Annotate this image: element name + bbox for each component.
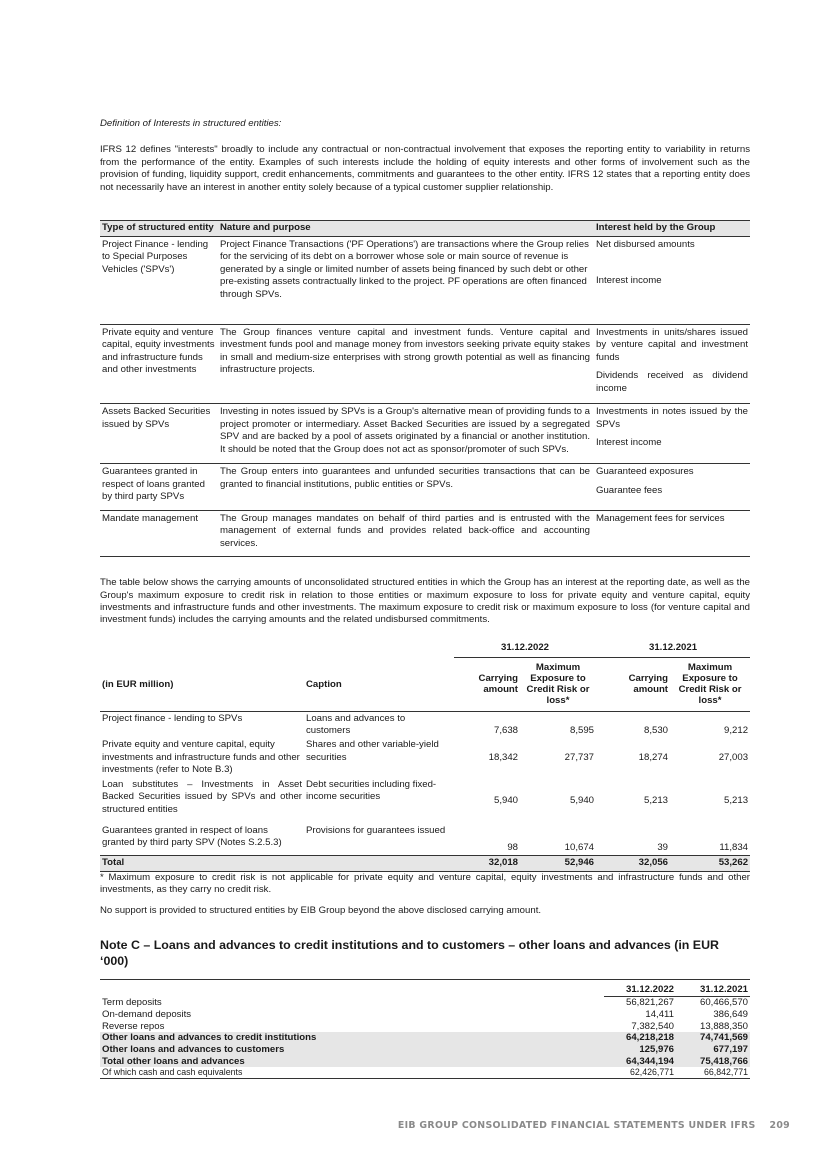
max-header-2022: Maximum Exposure to Credit Risk or loss* xyxy=(520,658,596,711)
total-max-2022: 52,946 xyxy=(520,856,596,871)
table-row xyxy=(100,1021,750,1033)
se-interest xyxy=(594,324,750,403)
row-label: Guarantees granted in respect of loans granted by third party SPV (Notes S.2.5.3) xyxy=(102,824,282,849)
loans-2021: 386,649 xyxy=(713,1008,748,1020)
loans-2021: 60,466,570 xyxy=(699,997,748,1009)
se-interest-1: Investments in notes issued by the SPVs xyxy=(596,406,748,430)
year-2022-header: 31.12.2022 xyxy=(454,641,596,658)
row-label: Loan substitutes – Investments in Asset Backed Securities issued by SPVs and other structured entities xyxy=(102,778,302,815)
max-2021: 27,003 xyxy=(718,751,749,763)
se-type: Assets Backed Securities issued by SPVs xyxy=(100,404,218,464)
caption-header: Caption xyxy=(304,658,454,711)
structured-entities-table xyxy=(100,220,750,557)
se-nature: Project Finance Transactions ('PF Operations') are transactions where the Group relies for the servicing of its debt on a borrower whose sole or main source of revenue is generated by a single or limited number of assets being financed by such debt or other pre-existing assets contractually linked to the project. PF operations are often financed through SPVs. xyxy=(218,236,594,324)
se-interest-2: Interest income xyxy=(596,275,662,287)
table-row xyxy=(100,824,750,856)
table-row xyxy=(100,1056,750,1068)
loans-label: Of which cash and cash equivalents xyxy=(100,1067,604,1078)
max-header-2021: Maximum Exposure to Credit Risk or loss* xyxy=(670,658,750,711)
table-row xyxy=(100,236,750,324)
table-row xyxy=(100,1067,750,1078)
carrying-amounts-table xyxy=(100,641,750,872)
loans-2021: 74,741,569 xyxy=(676,1032,750,1044)
total-row xyxy=(100,856,750,871)
se-interest xyxy=(594,464,750,510)
row-label: Project finance - lending to SPVs xyxy=(102,712,243,724)
loans-2022: 125,976 xyxy=(604,1044,676,1056)
se-interest xyxy=(594,236,750,324)
footnote-no-support: No support is provided to structured entities by EIB Group beyond the above disclosed carrying amount. xyxy=(100,904,542,916)
total-carrying-2021: 32,056 xyxy=(596,856,670,871)
se-interest-1: Investments in units/shares issued by venture capital and investment funds xyxy=(596,326,748,363)
carrying-header-2021: Carrying amount xyxy=(596,658,670,711)
se-nature: The Group finances venture capital and investment funds. Venture capital and investment funds pool and manage money from investors seeking private equity stakes in small and medium-size enterprises with strong growth potential as well as financing infrastructure projects. xyxy=(218,324,594,403)
definition-title: Definition of Interests in structured entities: xyxy=(100,118,282,129)
carrying-intro: The table below shows the carrying amounts of unconsolidated structured entities in which the Group has an interest at the reporting date, as well as the Group's maximum exposure to credit risk in relation to those entities or maximum exposure to loss for private equity and venture capital, equity investments and infrastructure funds and other investments. The maximum exposure to credit risk or maximum exposure to loss (for venture capital and investment funds) includes the carrying amounts and the related undisbursed commitments. xyxy=(100,577,750,626)
max-2022: 8,595 xyxy=(570,724,595,736)
table-row xyxy=(100,510,750,556)
table-row xyxy=(100,778,750,824)
table-row xyxy=(100,404,750,464)
loans-label: Total other loans and advances xyxy=(100,1056,604,1068)
footnote-max-exposure: * Maximum exposure to credit risk is not applicable for private equity and venture capital, equity investments and infrastructure funds and other investments, as they carry no credit risk. xyxy=(100,871,750,896)
table-row xyxy=(100,1009,750,1021)
carrying-2021: 8,530 xyxy=(644,724,669,736)
loans-label: On-demand deposits xyxy=(102,1008,192,1020)
table-row xyxy=(100,997,750,1009)
table-row xyxy=(100,464,750,510)
row-caption: Provisions for guarantees issued xyxy=(306,824,446,836)
loans-label: Reverse repos xyxy=(102,1020,165,1032)
max-2022: 27,737 xyxy=(564,751,595,763)
note-c-title: Note C – Loans and advances to credit institutions and to customers – other loans and advances (in EUR ‘000) xyxy=(100,938,719,969)
carrying-2021: 18,274 xyxy=(638,751,669,763)
carrying-2021: 5,213 xyxy=(644,794,669,806)
row-label: Private equity and venture capital, equity investments and infrastructure funds and other investments (refer to Note B.3) xyxy=(102,739,300,776)
loans-advances-table xyxy=(100,979,750,1079)
year-header-row xyxy=(100,641,750,658)
se-interest xyxy=(594,404,750,464)
carrying-2022: 5,940 xyxy=(493,794,518,806)
se-nature: The Group enters into guarantees and unfunded securities transactions that can be granted to financial institutions, public entities or SPVs. xyxy=(218,464,594,510)
se-nature: The Group manages mandates on behalf of third parties and is entrusted with the management of external funds and provides related back-office and accounting services. xyxy=(218,510,594,556)
loans-2021: 677,197 xyxy=(676,1044,750,1056)
se-interest-1: Management fees for services xyxy=(596,512,725,524)
table-row xyxy=(100,1032,750,1044)
loans-2022: 62,426,771 xyxy=(604,1067,676,1078)
carrying-header-2022: Carrying amount xyxy=(454,658,520,711)
row-caption: Debt securities including fixed-income securities xyxy=(306,778,437,803)
footer-title: EIB GROUP CONSOLIDATED FINANCIAL STATEMENTS UNDER IFRS xyxy=(397,1120,756,1131)
page-content xyxy=(100,118,750,1079)
loans-2021: 66,842,771 xyxy=(676,1067,750,1078)
loans-year-2022: 31.12.2022 xyxy=(604,980,676,997)
loans-2021: 75,418,766 xyxy=(676,1056,750,1068)
loans-label: Other loans and advances to credit institutions xyxy=(100,1032,604,1044)
definition-text: IFRS 12 defines "interests" broadly to include any contractual or non-contractual involvement that exposes the reporting entity to variability in returns from the performance of the entity. Examples of such interests include the holding of equity interests and other forms of involvement such as the provision of funding, liquidity support, credit enhancements, commitments and guarantees to the other entity. IFRS 12 states that a reporting entity does not necessarily have an interest in another entity solely because of a typical customer supplier relationship. xyxy=(100,144,750,193)
row-caption: Loans and advances to customers xyxy=(306,712,406,736)
loans-2022: 7,382,540 xyxy=(631,1020,674,1032)
se-type: Project Finance - lending to Special Purposes Vehicles ('SPVs') xyxy=(100,236,218,324)
loans-label: Term deposits xyxy=(102,996,162,1008)
column-header-row xyxy=(100,658,750,711)
max-2021: 5,213 xyxy=(724,794,749,806)
se-header-type: Type of structured entity xyxy=(100,221,218,237)
se-header-nature: Nature and purpose xyxy=(218,221,594,237)
page-number: 209 xyxy=(769,1120,790,1131)
total-label: Total xyxy=(100,856,304,871)
se-type: Private equity and venture capital, equity investments and infrastructure funds and other investments xyxy=(100,324,218,403)
se-header-interest: Interest held by the Group xyxy=(594,221,750,237)
se-nature: Investing in notes issued by SPVs is a Group's alternative mean of providing funds to a project promoter or intermediary. Asset Backed Securities are issued by a segregated SPV and are backed by a pool of assets originated by a financial or another institution. It should be noted that the Group does not act as sponsor/promoter of such SPVs. xyxy=(218,404,594,464)
carrying-2022: 7,638 xyxy=(493,724,518,736)
se-type: Mandate management xyxy=(100,510,218,556)
loans-2022: 64,218,218 xyxy=(604,1032,676,1044)
loans-header-row xyxy=(100,980,750,997)
se-type: Guarantees granted in respect of loans granted by third party SPVs xyxy=(100,464,218,510)
loans-2022: 56,821,267 xyxy=(625,997,674,1009)
table-row xyxy=(100,711,750,738)
loans-label: Other loans and advances to customers xyxy=(100,1044,604,1056)
row-caption: Shares and other variable-yield securities xyxy=(306,739,439,763)
carrying-2022: 98 xyxy=(507,841,518,853)
loans-2022: 64,344,194 xyxy=(604,1056,676,1068)
se-interest xyxy=(594,510,750,556)
total-max-2021: 53,262 xyxy=(670,856,750,871)
max-2022: 10,674 xyxy=(564,841,595,853)
se-header-row xyxy=(100,221,750,237)
table-row xyxy=(100,738,750,777)
loans-2021: 13,888,350 xyxy=(699,1020,748,1032)
total-carrying-2022: 32,018 xyxy=(454,856,520,871)
table-row xyxy=(100,324,750,403)
page-footer xyxy=(320,1120,790,1132)
se-interest-2: Guarantee fees xyxy=(596,484,663,496)
year-2021-header: 31.12.2021 xyxy=(596,641,750,658)
max-2022: 5,940 xyxy=(570,794,595,806)
loans-2022: 14,411 xyxy=(645,1008,674,1020)
carrying-2021: 39 xyxy=(657,841,669,853)
se-interest-1: Guaranteed exposures xyxy=(596,466,694,478)
se-interest-1: Net disbursed amounts xyxy=(596,238,695,250)
carrying-2022: 18,342 xyxy=(488,751,518,763)
se-interest-2: Interest income xyxy=(596,437,662,449)
se-interest-2: Dividends received as dividend income xyxy=(596,370,748,394)
max-2021: 11,834 xyxy=(719,841,749,853)
unit-header: (in EUR million) xyxy=(100,658,304,711)
max-2021: 9,212 xyxy=(724,724,749,736)
loans-year-2021: 31.12.2021 xyxy=(676,980,750,997)
table-row xyxy=(100,1044,750,1056)
